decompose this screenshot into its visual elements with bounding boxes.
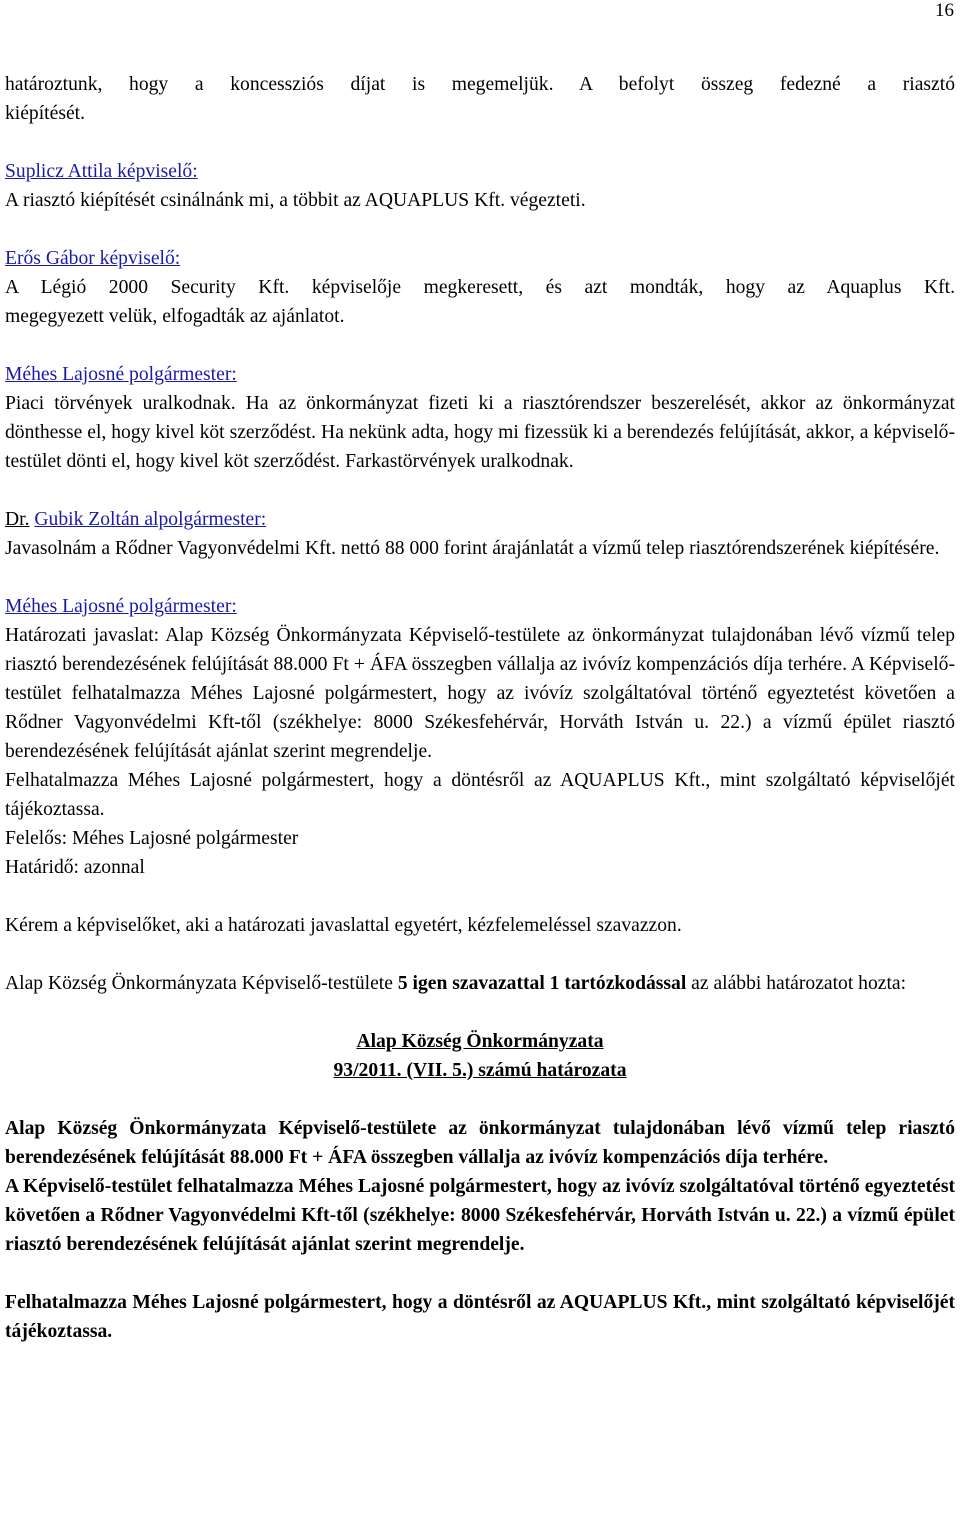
- vote-result-pre: Alap Község Önkormányzata Képviselő-testülete: [5, 973, 398, 994]
- resolution-text-3: Felhatalmazza Méhes Lajosné polgármestert, hogy a döntésről az AQUAPLUS Kft., mint szolgáltató képviselőjét tájékoztassa.: [5, 1292, 955, 1342]
- resolution-text-1: Alap Község Önkormányzata Képviselő-testülete az önkormányzat tulajdonában lévő vízmű telep riasztó berendezésének felújítását 88.000 Ft + ÁFA összegben vállalja az ivóvíz kompenzációs díja terhére.: [5, 1118, 955, 1168]
- vote-result-post: az alábbi határozatot hozta:: [686, 973, 907, 994]
- paragraph-intro-line1: határoztunk, hogy a koncessziós díjat is megemeljük. A befolyt összeg fedezné a riasztó: [5, 74, 955, 95]
- speech-gubik: Javasolnám a Rődner Vagyonvédelmi Kft. nettó 88 000 forint árajánlatát a vízmű telep riasztórendszerének kiépítésére.: [5, 538, 940, 559]
- responsible: Felelős: Méhes Lajosné polgármester: [5, 828, 299, 849]
- vote-request: Kérem a képviselőket, aki a határozati javaslattal egyetért, kézfelemeléssel szavazzon.: [5, 915, 682, 936]
- proposal-text: Határozati javaslat: Alap Község Önkormányzata Képviselő-testülete az önkormányzat tulajdonában lévő vízmű telep riasztó berendezésének felújítását 88.000 Ft + ÁFA összegben vállalja az ivóvíz kompenzációs díja terhére. A Képviselő-testület felhatalmazza Méhes Lajosné polgármestert, hogy az ivóvíz szolgáltatóval történő egyeztetést követően a Rődner Vagyonvédelmi Kft-től (székhelye: 8000 Székesfehérvár, Horváth István u. 22.) a vízmű épület riasztó berendezésének felújítását ajánlat szerint megrendelje.: [5, 625, 955, 762]
- deadline: Határidő: azonnal: [5, 857, 145, 878]
- speaker-suplicz: Suplicz Attila képviselő:: [5, 161, 198, 182]
- vote-result-count: 5 igen szavazattal 1 tartózkodással: [397, 973, 687, 994]
- resolution-title-1: Alap Község Önkormányzata: [356, 1031, 604, 1052]
- speaker-mehes-1: Méhes Lajosné polgármester:: [5, 364, 237, 385]
- speaker-gubik: Gubik Zoltán alpolgármester:: [34, 509, 267, 530]
- speaker-gubik-prefix: Dr.: [5, 509, 30, 530]
- resolution-title-2: 93/2011. (VII. 5.) számú határozata: [333, 1060, 627, 1081]
- vote-result: [5, 969, 955, 998]
- speaker-eros: Erős Gábor képviselő:: [5, 248, 181, 269]
- speaker-mehes-2: Méhes Lajosné polgármester:: [5, 596, 237, 617]
- speech-mehes-1: Piaci törvények uralkodnak. Ha az önkormányzat fizeti ki a riasztórendszer beszerelését, akkor az önkormányzat dönthesse el, hogy kivel köt szerződést. Ha nekünk adta, hogy mi fizessük ki a berendezés felújítását, akkor, a képviselő-testület dönti el, hogy kivel köt szerződést. Farkastörvények uralkodnak.: [5, 393, 955, 472]
- speech-suplicz: A riasztó kiépítését csinálnánk mi, a többit az AQUAPLUS Kft. végezteti.: [5, 190, 586, 211]
- speaker-gubik-line: [5, 505, 955, 534]
- document-body: [5, 70, 955, 1346]
- proposal-text-2: Felhatalmazza Méhes Lajosné polgármestert, hogy a döntésről az AQUAPLUS Kft., mint szolgáltató képviselőjét tájékoztassa.: [5, 770, 955, 820]
- page-number: 16: [935, 0, 954, 21]
- resolution-text-2: A Képviselő-testület felhatalmazza Méhes Lajosné polgármestert, hogy az ivóvíz szolgáltatóval történő egyeztetést követően a Rődner Vagyonvédelmi Kft-től (székhelye: 8000 Székesfehérvár, Horváth István u. 22.) a vízmű épület riasztó berendezésének felújítását ajánlat szerint megrendelje.: [5, 1176, 955, 1255]
- speech-eros-line1: A Légió 2000 Security Kft. képviselője megkeresett, és azt mondták, hogy az Aquaplus Kft.: [5, 277, 955, 298]
- speech-eros-line2: megegyezett velük, elfogadták az ajánlatot.: [5, 306, 345, 327]
- paragraph-intro-line2: kiépítését.: [5, 103, 85, 124]
